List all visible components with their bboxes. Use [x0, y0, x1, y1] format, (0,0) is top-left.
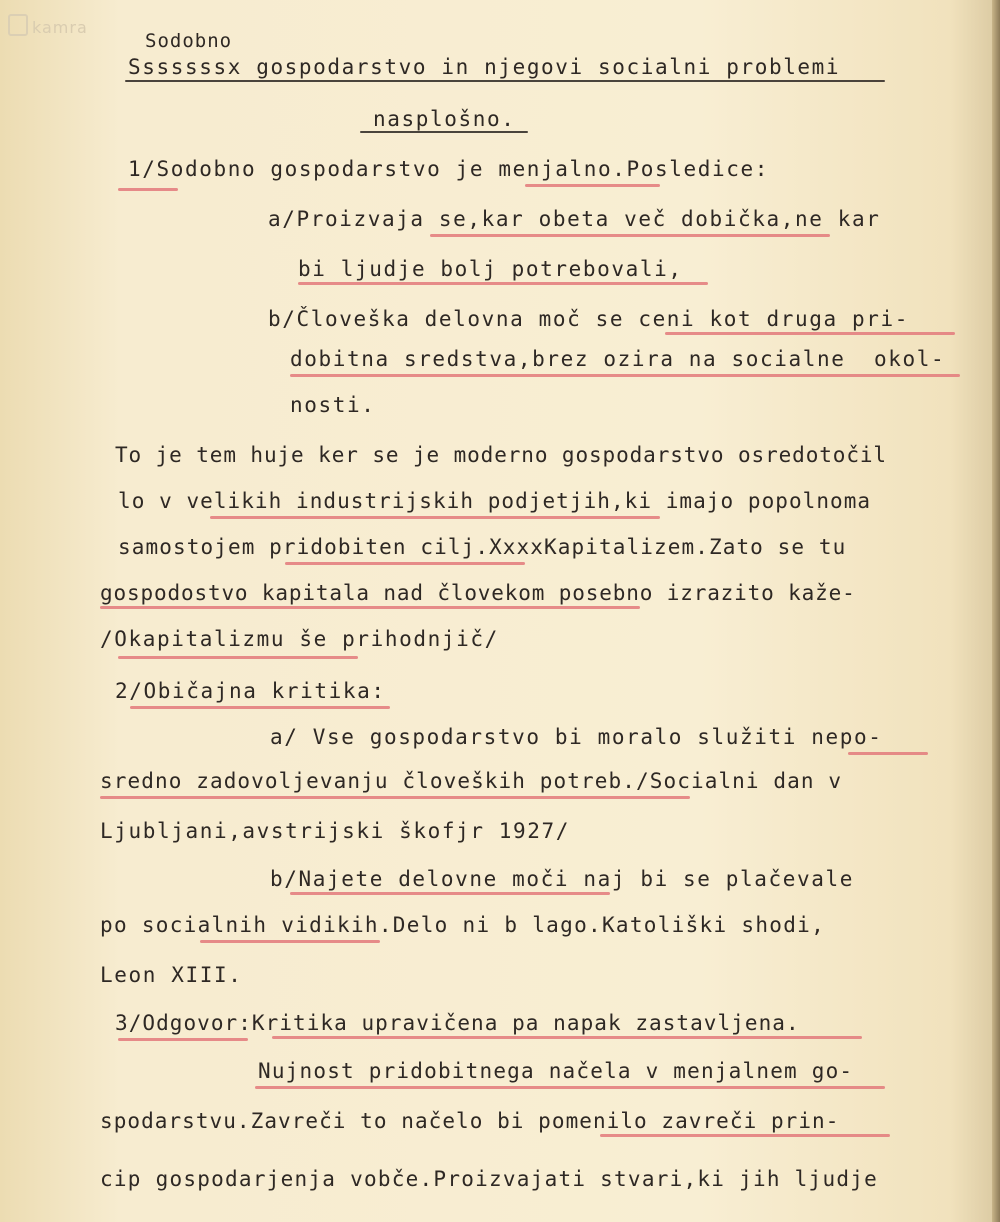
- text-line: b/Človeška delovna moč se ceni kot druga pri-: [268, 307, 909, 331]
- title-insertion: Sodobno: [145, 30, 233, 52]
- text-line: po socialnih vidikih.Delo ni b lago.Katoliški shodi,: [100, 913, 826, 937]
- text-line: Nujnost pridobitnega načela v menjalnem go-: [258, 1059, 854, 1083]
- pencil-underline: [298, 282, 708, 285]
- text-line: gospodostvo kapitala nad človekom posebno izrazito kaže-: [100, 581, 856, 605]
- title-underline: [125, 80, 885, 82]
- pencil-underline: [290, 374, 960, 377]
- text-line: a/Proizvaja se,kar obeta več dobička,ne kar: [268, 207, 881, 231]
- text-line: dobitna sredstva,brez ozira na socialne okol-: [290, 347, 946, 371]
- pencil-underline: [118, 188, 178, 191]
- text-line: Leon XIII.: [100, 963, 243, 987]
- text-line: bi ljudje bolj potrebovali,: [298, 257, 683, 281]
- text-line: samostojem pridobiten cilj.XxxxKapitalizem.Zato se tu: [118, 535, 847, 559]
- pencil-underline: [665, 332, 955, 335]
- document-subtitle: nasplošno.: [373, 107, 516, 131]
- pencil-underline: [130, 706, 390, 709]
- text-line: 3/Odgovor:Kritika upravičena pa napak zastavljena.: [115, 1011, 800, 1035]
- text-line: b/Najete delovne moči naj bi se plačevale: [270, 867, 854, 891]
- pencil-underline: [255, 1086, 885, 1089]
- page-spine-edge: [992, 0, 1000, 1222]
- text-line: spodarstvu.Zavreči to načelo bi pomenilo zavreči prin-: [100, 1109, 840, 1133]
- pencil-underline: [290, 892, 610, 895]
- pencil-underline: [118, 656, 358, 659]
- text-line: nosti.: [290, 393, 376, 417]
- pencil-underline: [600, 1134, 890, 1137]
- pencil-underline: [430, 234, 830, 237]
- pencil-underline: [285, 562, 525, 565]
- text-line: To je tem huje ker se je moderno gospodarstvo osredotočil: [115, 443, 887, 467]
- title-struck-word: Sssssssx: [128, 55, 242, 79]
- text-line: cip gospodarjenja vobče.Proizvajati stvari,ki jih ljudje: [100, 1167, 879, 1191]
- pencil-underline: [100, 606, 640, 609]
- title-text: gospodarstvo in njegovi socialni problemi: [241, 55, 841, 79]
- text-line: /Okapitalizmu še prihodnjič/: [100, 627, 499, 651]
- watermark-logo-icon: [8, 14, 28, 36]
- text-line: Ljubljani,avstrijski škofjr 1927/: [100, 819, 571, 843]
- pencil-underline: [118, 1038, 248, 1041]
- pencil-underline: [100, 796, 690, 799]
- text-line: sredno zadovoljevanju človeških potreb./Socialni dan v: [100, 769, 843, 793]
- pencil-underline: [210, 516, 660, 519]
- watermark-text: kamra: [32, 18, 88, 37]
- watermark: [8, 14, 88, 37]
- pencil-underline: [200, 940, 380, 943]
- subtitle-underline: [360, 131, 528, 133]
- text-line: a/ Vse gospodarstvo bi moralo služiti nepo-: [270, 725, 883, 749]
- document-title: [128, 54, 840, 80]
- pencil-underline: [525, 184, 660, 187]
- text-line: lo v velikih industrijskih podjetjih,ki imajo popolnoma: [118, 489, 872, 513]
- text-line: 1/Sodobno gospodarstvo je menjalno.Posledice:: [128, 157, 769, 181]
- text-line: 2/Običajna kritika:: [115, 679, 386, 703]
- pencil-underline: [848, 752, 928, 755]
- pencil-underline: [272, 1036, 862, 1039]
